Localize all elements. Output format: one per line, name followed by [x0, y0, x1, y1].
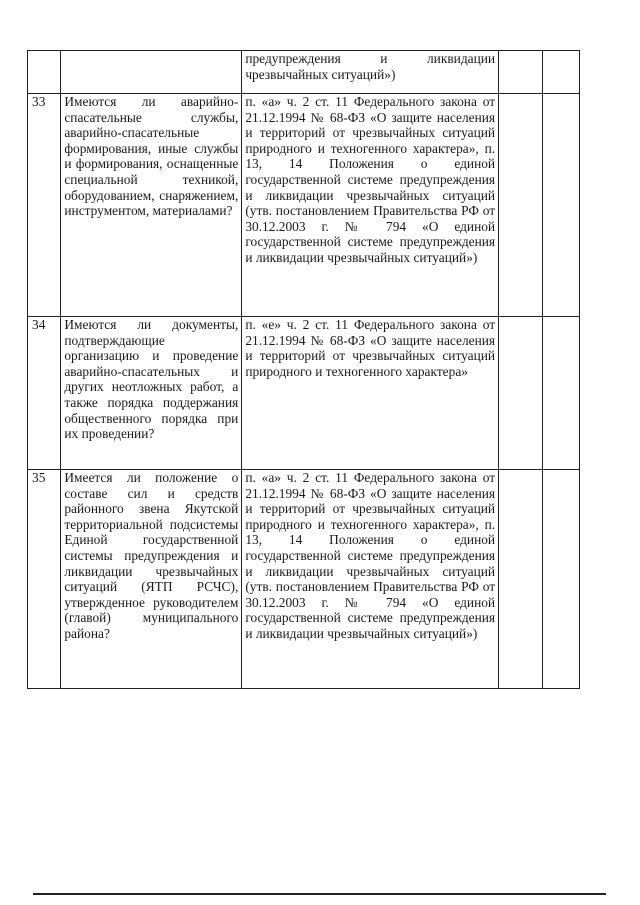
note-cell	[542, 470, 579, 689]
question-cell: Имеются ли аварийно-спасательные службы, аварийно-спасательные формирования, иные службы и формирования, оснащенные специальной техникой, оборудованием, снаряжением, инструментом, материалами?	[61, 94, 242, 317]
note-cell	[542, 51, 579, 94]
answer-cell	[499, 470, 542, 689]
question-cell	[61, 51, 242, 94]
row-number: 35	[28, 470, 61, 689]
answer-cell	[499, 51, 542, 94]
question-cell: Имеется ли положение о составе сил и средств районного звена Якутской территориальной подсистемы Единой государственной системы предупреждения и ликвидации чрезвычайных ситуаций (ЯТП РСЧС), утвержденное руководителем (главой) муниципального района?	[61, 470, 242, 689]
requirements-table	[27, 50, 580, 689]
legal-reference-cell: п. «а» ч. 2 ст. 11 Федерального закона от 21.12.1994 № 68-ФЗ «О защите населения и территорий от чрезвычайных ситуаций природного и техногенного характера», п. 13, 14 Положения о единой государственной системе предупреждения и ликвидации чрезвычайных ситуаций (утв. постановлением Правительства РФ от 30.12.2003 г. № 794 «О единой государственной системе предупреждения и ликвидации чрезвычайных ситуаций»)	[242, 470, 499, 689]
table-row	[28, 317, 580, 470]
table-row	[28, 94, 580, 317]
note-cell	[542, 94, 579, 317]
question-cell: Имеются ли документы, подтверждающие организацию и проведение аварийно-спасательных и других неотложных работ, а также порядка поддержания общественного порядка при их проведении?	[61, 317, 242, 470]
page-bottom-rule	[33, 893, 606, 895]
table-row	[28, 470, 580, 689]
legal-reference-cell: предупреждения и ликвидации чрезвычайных ситуаций»)	[242, 51, 499, 94]
answer-cell	[499, 317, 542, 470]
row-number: 33	[28, 94, 61, 317]
note-cell	[542, 317, 579, 470]
legal-reference-cell: п. «е» ч. 2 ст. 11 Федерального закона от 21.12.1994 № 68-ФЗ «О защите населения и территорий от чрезвычайных ситуаций природного и техногенного характера»	[242, 317, 499, 470]
answer-cell	[499, 94, 542, 317]
table-row	[28, 51, 580, 94]
row-number	[28, 51, 61, 94]
row-number: 34	[28, 317, 61, 470]
legal-reference-cell: п. «а» ч. 2 ст. 11 Федерального закона от 21.12.1994 № 68-ФЗ «О защите населения и территорий от чрезвычайных ситуаций природного и техногенного характера», п. 13, 14 Положения о единой государственной системе предупреждения и ликвидации чрезвычайных ситуаций (утв. постановлением Правительства РФ от 30.12.2003 г. № 794 «О единой государственной системе предупреждения и ликвидации чрезвычайных ситуаций»)	[242, 94, 499, 317]
